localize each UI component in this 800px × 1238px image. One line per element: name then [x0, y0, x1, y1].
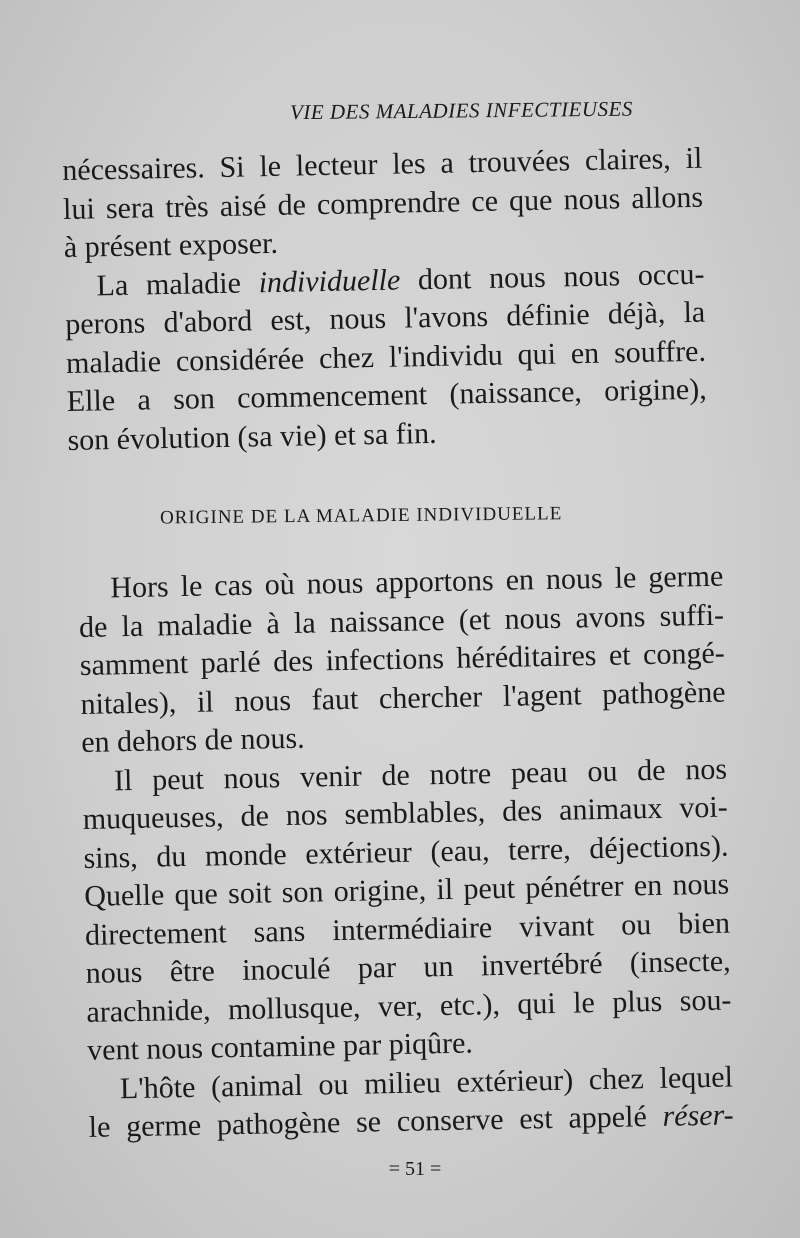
text-line: nous être inoculé par un invertébré (insecte, — [85, 944, 731, 990]
text-line: Il peut nous venir de notre peau ou de nos — [113, 752, 728, 797]
running-header: VIE DES MALADIES INFECTIEUSES — [289, 96, 633, 125]
text-line: en dehors de nous. — [80, 721, 305, 759]
page-number: = 51 = — [388, 1158, 442, 1180]
emphasis-reser: réser- — [662, 1098, 734, 1133]
text-line: samment parlé des infections héréditaires et congé- — [79, 636, 726, 682]
text-line: Quelle que soit son origine, il peut pénétrer en nous — [83, 867, 730, 913]
text-line: perons d'abord est, nous l'avons définie déjà, la — [64, 295, 706, 341]
text-line: Elle a son commencement (naissance, origine), — [66, 372, 707, 418]
text-line: Hors le cas où nous apportons en nous le germe — [110, 559, 724, 605]
text-line: le germe pathogène se conserve est appelé réser- — [88, 1098, 734, 1144]
text-line: La maladie individuelle dont nous nous occu- — [96, 257, 705, 302]
text-line: à présent exposer. — [63, 226, 279, 264]
text-block-top — [62, 140, 708, 460]
text-line: nécessaires. Si le lecteur les a trouvées claires, il — [62, 141, 703, 187]
text-line: sins, du monde extérieur (eau, terre, déjections). — [83, 829, 729, 875]
text-line: de la maladie à la naissance (et nous avons suffi- — [78, 598, 725, 644]
text-line: maladie considérée chez l'individu qui en souffre. — [65, 334, 707, 380]
text-line: son évolution (sa vie) et sa fin. — [67, 416, 437, 457]
text-line: arachnide, mollusque, ver, etc.), qui le plus sou- — [86, 983, 732, 1029]
emphasis-individuelle: individuelle — [258, 263, 401, 299]
text-line: lui sera très aisé de comprendre ce que nous allons — [62, 180, 704, 226]
section-heading: ORIGINE DE LA MALADIE INDIVIDUELLE — [159, 503, 563, 529]
text-line: muqueuses, de nos semblables, des animaux voi- — [82, 790, 728, 836]
text-line: L'hôte (animal ou milieu extérieur) chez lequel — [119, 1060, 734, 1105]
text-block-bottom — [78, 558, 734, 1148]
text-line: directement sans intermédiaire vivant ou bien — [84, 906, 731, 952]
text-line: vent nous contamine par piqûre. — [86, 1026, 474, 1067]
text-line: nitales), il nous faut chercher l'agent pathogène — [80, 675, 726, 721]
